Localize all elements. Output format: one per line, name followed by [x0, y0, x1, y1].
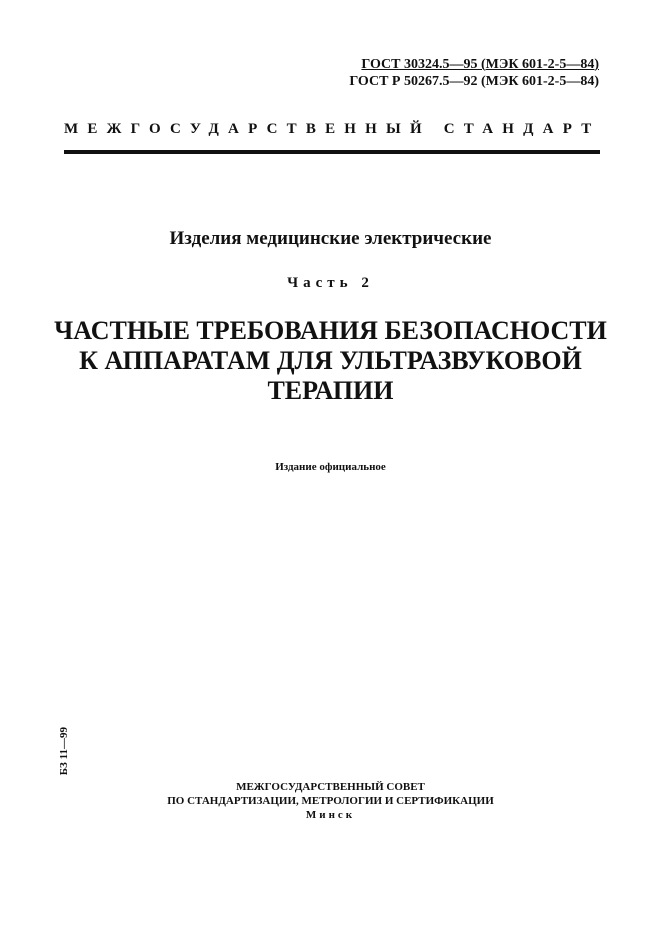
publisher-city: Минск — [305, 809, 356, 821]
interstate-standard-banner: МЕЖГОСУДАРСТВЕННЫЙ СТАНДАРТ — [64, 121, 601, 137]
gost-designation-2: ГОСТ Р 50267.5—92 (МЭК 601-2-5—84) — [349, 74, 599, 89]
publisher-line: МЕЖГОСУДАРСТВЕННЫЙ СОВЕТ — [236, 781, 425, 793]
document-title-line: ТЕРАПИИ — [267, 376, 394, 405]
publisher-block — [0, 780, 661, 822]
standard-designations — [349, 56, 599, 90]
publisher-line: ПО СТАНДАРТИЗАЦИИ, МЕТРОЛОГИИ И СЕРТИФИКАЦИИ — [167, 795, 494, 807]
gost-designation-1: ГОСТ 30324.5—95 (МЭК 601-2-5—84) — [361, 57, 599, 72]
official-edition-label: Издание официальное — [275, 461, 386, 473]
header-divider — [64, 150, 600, 154]
document-category: Изделия медицинские электрические — [169, 228, 492, 249]
document-title — [0, 316, 661, 406]
part-number: Часть 2 — [287, 275, 374, 291]
document-title-line: К АППАРАТАМ ДЛЯ УЛЬТРАЗВУКОВОЙ — [79, 346, 582, 375]
document-title-line: ЧАСТНЫЕ ТРЕБОВАНИЯ БЕЗОПАСНОСТИ — [54, 316, 607, 345]
side-print-code: БЗ 11—99 — [58, 727, 70, 776]
